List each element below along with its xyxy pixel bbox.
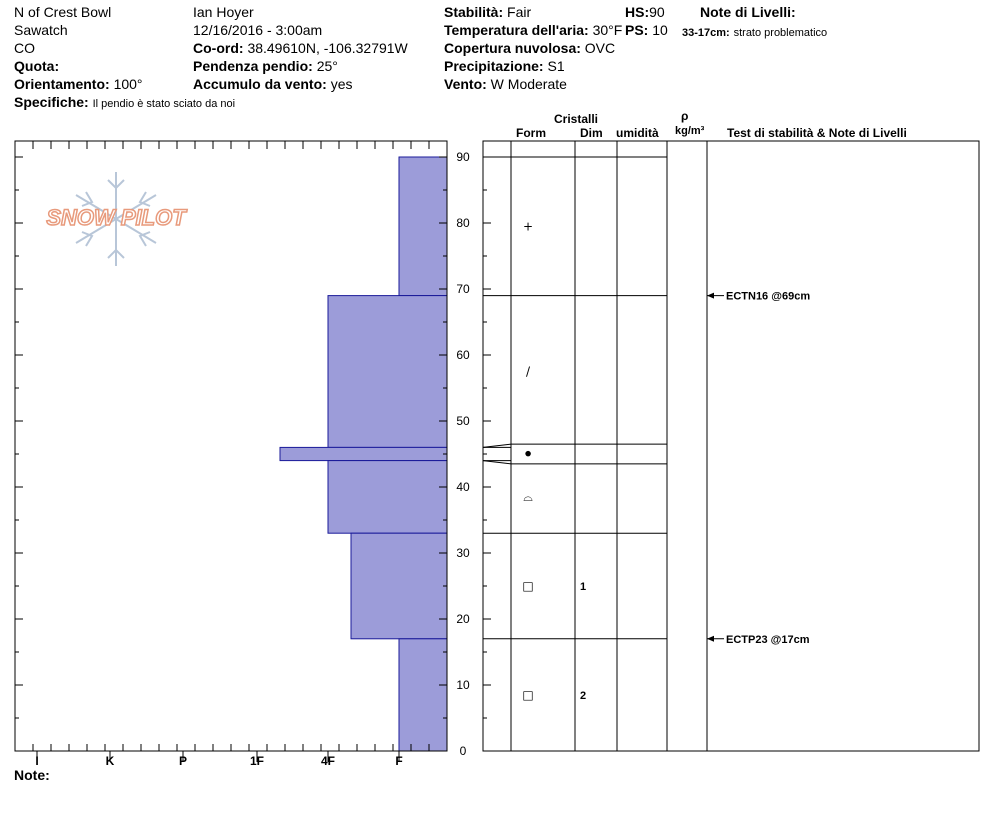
- hardness-layer-3: [328, 461, 447, 534]
- ps-label: PS:: [625, 22, 649, 38]
- elevation-label: Quota:: [14, 58, 60, 74]
- form-heading: Form: [516, 126, 546, 140]
- tests-heading: Test di stabilità & Note di Livelli: [727, 126, 907, 140]
- aspect-value: 100°: [113, 76, 143, 92]
- dim-heading: Dim: [580, 126, 603, 140]
- crystals-heading: Cristalli: [554, 112, 599, 126]
- cloud-label: Copertura nuvolosa:: [444, 40, 581, 56]
- grain-form-symbol-1: /: [525, 364, 531, 379]
- coord-value: 38.49610N, -106.32791W: [247, 40, 408, 56]
- hardness-tick-label-1F: 1F: [249, 754, 265, 768]
- stability-label: Stabilità:: [444, 4, 504, 20]
- wind-loading-value: yes: [330, 76, 353, 92]
- precip-label: Precipitazione:: [444, 58, 544, 74]
- stability-value: Fair: [507, 4, 532, 20]
- ps-value: 10: [652, 22, 668, 38]
- state: CO: [14, 40, 35, 56]
- logo-text: SNOW PILOT: [46, 205, 186, 230]
- slope-value: 25°: [316, 58, 338, 74]
- mountain-range: Sawatch: [14, 22, 68, 38]
- hs-value: 90: [649, 4, 665, 20]
- hardness-tick-label-4F: 4F: [320, 754, 336, 768]
- grain-form-symbol-5: □: [522, 687, 534, 702]
- grain-size-4: 1: [579, 581, 587, 593]
- grain-form-symbol-4: □: [522, 579, 534, 593]
- wind-label: Vento:: [444, 76, 487, 92]
- height-tick-label: 70: [456, 282, 470, 296]
- layer-note-text: strato problematico: [733, 27, 828, 39]
- height-tick-label: 20: [456, 612, 470, 626]
- grain-form-symbol-2: ⚫: [522, 447, 534, 461]
- grain-form-symbol-3: ⌓: [523, 489, 533, 504]
- layer-table-frame: [483, 141, 979, 751]
- height-tick-label: 30: [456, 546, 470, 560]
- layer-table: [483, 141, 707, 751]
- height-tick-label: 60: [456, 348, 470, 362]
- hardness-tick-label-F: F: [395, 754, 403, 768]
- cloud-value: OVC: [584, 40, 616, 56]
- hardness-layer-0: [399, 157, 447, 296]
- hardness-tick-label-P: P: [178, 754, 188, 768]
- height-tick-label: 0: [459, 744, 467, 758]
- hardness-tick-label-I: I: [35, 754, 39, 768]
- slope-label: Pendenza pendio:: [193, 58, 313, 74]
- grain-form-symbol-0: +: [522, 219, 534, 234]
- stability-test-0: ECTN16 @69cm: [726, 290, 811, 303]
- height-tick-label: 90: [456, 150, 470, 164]
- hardness-layer-1: [328, 296, 447, 448]
- hardness-layer-5: [399, 639, 447, 751]
- layer-note-depth: 33-17cm:: [682, 27, 730, 39]
- hardness-layer-4: [351, 533, 447, 639]
- hs-label: HS:: [625, 4, 650, 20]
- height-tick-label: 10: [456, 678, 470, 692]
- hardness-tick-label-K: K: [105, 754, 115, 768]
- stability-test-1: ECTP23 @17cm: [726, 633, 810, 646]
- height-tick-label: 80: [456, 216, 470, 230]
- location-name: N of Crest Bowl: [14, 4, 112, 20]
- height-tick-label: 50: [456, 414, 470, 428]
- notes-label: Note:: [14, 767, 50, 783]
- details-value: Il pendio è stato sciato da noi: [92, 98, 236, 110]
- moisture-heading: umidità: [616, 126, 659, 140]
- observer: Ian Hoyer: [193, 4, 254, 20]
- datetime: 12/16/2016 - 3:00am: [193, 22, 323, 38]
- hardness-layer-2: [280, 447, 447, 460]
- layer-notes-label: Note di Livelli:: [700, 4, 796, 20]
- air-temp-value: 30°F: [592, 22, 623, 38]
- test-arrow-icon: [707, 636, 714, 642]
- rho-heading: ρ: [681, 109, 689, 123]
- air-temp-label: Temperatura dell'aria:: [444, 22, 589, 38]
- precip-value: S1: [547, 58, 565, 74]
- stability-tests: [707, 291, 810, 646]
- test-arrow-icon: [707, 293, 714, 299]
- aspect-label: Orientamento:: [14, 76, 110, 92]
- height-tick-label: 40: [456, 480, 470, 494]
- wind-loading-label: Accumulo da vento:: [193, 76, 327, 92]
- coord-label: Co-ord:: [193, 40, 244, 56]
- wind-value: W Moderate: [490, 76, 567, 92]
- grain-size-5: 2: [579, 689, 587, 702]
- hardness-layers: [280, 157, 447, 751]
- details-label: Specifiche:: [14, 94, 89, 110]
- density-unit-heading: kg/m³: [675, 125, 705, 137]
